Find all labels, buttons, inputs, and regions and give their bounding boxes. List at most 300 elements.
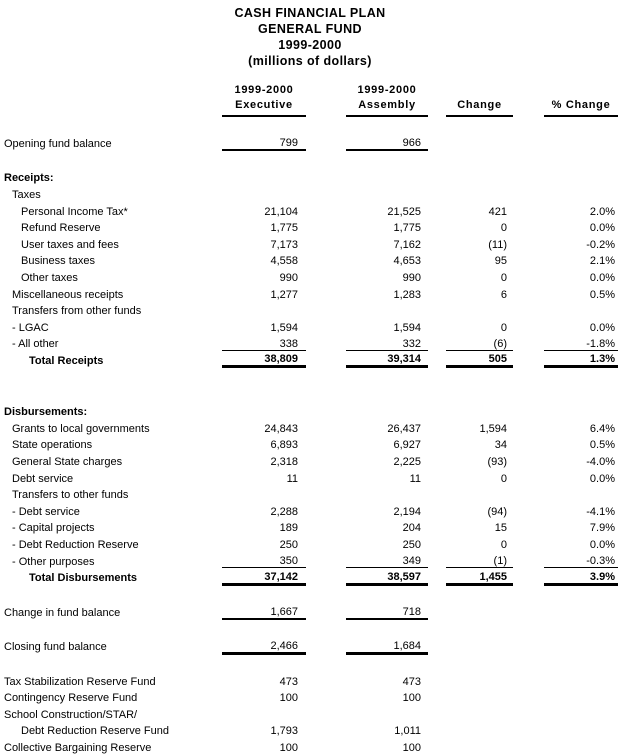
row-label: Disbursements: bbox=[4, 406, 88, 419]
cell-pct-change bbox=[544, 688, 618, 705]
column-gap bbox=[513, 518, 544, 535]
column-gap bbox=[513, 636, 544, 653]
column-gap bbox=[513, 284, 544, 301]
table-row bbox=[2, 435, 618, 452]
cell-change bbox=[446, 602, 513, 619]
spacer-row bbox=[2, 619, 618, 637]
column-gap bbox=[513, 402, 544, 419]
cell-assembly: 100 bbox=[402, 742, 421, 755]
column-header-executive bbox=[222, 83, 306, 116]
row-label: Total Disbursements bbox=[29, 572, 137, 585]
cell-executive: 37,142 bbox=[222, 568, 306, 585]
cell-change: 0 bbox=[500, 321, 507, 334]
cell-pct-change: -4.1% bbox=[586, 505, 615, 518]
table-row bbox=[2, 551, 618, 568]
row-label: Refund Reserve bbox=[21, 222, 101, 235]
column-gap bbox=[306, 317, 346, 334]
column-gap bbox=[306, 501, 346, 518]
row-label: Opening fund balance bbox=[4, 138, 112, 151]
column-gap bbox=[306, 234, 346, 251]
cell-pct-change bbox=[544, 704, 618, 721]
table-row bbox=[2, 688, 618, 705]
column-gap bbox=[513, 234, 544, 251]
table-row bbox=[2, 737, 618, 754]
column-gap bbox=[513, 435, 544, 452]
column-gap bbox=[428, 350, 446, 367]
spacer-row bbox=[2, 150, 618, 168]
column-gap bbox=[306, 83, 346, 116]
cell-pct-change: 3.9% bbox=[544, 568, 618, 585]
row-label: Personal Income Tax* bbox=[21, 205, 128, 218]
row-label: Grants to local governments bbox=[12, 422, 150, 435]
cell-assembly: 6,927 bbox=[393, 439, 421, 452]
column-gap bbox=[513, 83, 544, 116]
cell-assembly bbox=[346, 402, 428, 419]
cell-executive: 6,893 bbox=[270, 439, 298, 452]
cell-change bbox=[446, 721, 513, 738]
cell-change bbox=[446, 402, 513, 419]
row-label: Debt Reduction Reserve Fund bbox=[21, 725, 169, 738]
cell-assembly bbox=[346, 485, 428, 502]
table-row bbox=[2, 721, 618, 738]
row-label: Tax Stabilization Reserve Fund bbox=[4, 675, 156, 688]
column-gap bbox=[513, 451, 544, 468]
row-label: Closing fund balance bbox=[4, 641, 107, 653]
title-line-2: GENERAL FUND bbox=[258, 22, 362, 36]
cell-pct-change bbox=[544, 721, 618, 738]
cell-assembly: 473 bbox=[402, 675, 421, 688]
column-gap bbox=[513, 301, 544, 318]
column-header-pct-change-label: % Change bbox=[551, 99, 611, 111]
cell-change bbox=[446, 301, 513, 318]
column-header-row bbox=[2, 83, 618, 116]
cell-pct-change bbox=[544, 134, 618, 151]
column-gap bbox=[513, 721, 544, 738]
cell-assembly: 1,011 bbox=[394, 725, 421, 738]
cell-assembly: 100 bbox=[402, 692, 421, 705]
cell-assembly: 332 bbox=[346, 334, 428, 351]
column-gap bbox=[306, 168, 346, 185]
cell-assembly: 204 bbox=[402, 522, 421, 535]
cell-change bbox=[446, 134, 513, 151]
cell-change: 0 bbox=[500, 538, 507, 551]
cell-executive: 38,809 bbox=[222, 350, 306, 367]
cell-executive: 21,104 bbox=[264, 205, 298, 218]
column-gap bbox=[306, 201, 346, 218]
column-gap bbox=[428, 737, 446, 754]
column-gap bbox=[428, 184, 446, 201]
row-label: - LGAC bbox=[12, 321, 49, 334]
cell-executive bbox=[222, 704, 306, 721]
row-label: - Debt service bbox=[12, 505, 80, 518]
cell-executive: 189 bbox=[279, 522, 298, 535]
column-header-labels bbox=[2, 83, 222, 116]
cell-executive: 11 bbox=[286, 472, 298, 485]
cell-assembly: 2,225 bbox=[393, 455, 421, 468]
column-header-change bbox=[446, 83, 513, 116]
column-gap bbox=[428, 267, 446, 284]
table-row bbox=[2, 168, 618, 185]
cell-executive: 7,173 bbox=[270, 238, 298, 251]
row-label: - All other bbox=[12, 338, 59, 351]
cell-change: (1) bbox=[446, 551, 513, 568]
column-gap bbox=[306, 267, 346, 284]
cell-pct-change bbox=[544, 485, 618, 502]
cell-assembly: 990 bbox=[402, 271, 421, 284]
row-label: Other taxes bbox=[21, 271, 78, 284]
cell-assembly: 718 bbox=[346, 602, 428, 619]
cell-pct-change bbox=[544, 301, 618, 318]
table-row bbox=[2, 267, 618, 284]
column-gap bbox=[306, 551, 346, 568]
column-header-assembly-label: Assembly bbox=[358, 99, 416, 111]
cell-executive: 1,793 bbox=[270, 725, 298, 738]
cell-executive: 1,594 bbox=[270, 321, 298, 334]
cell-change bbox=[446, 485, 513, 502]
table-row bbox=[2, 184, 618, 201]
cell-pct-change: -4.0% bbox=[586, 455, 615, 468]
cell-change: 1,455 bbox=[446, 568, 513, 585]
column-gap bbox=[428, 284, 446, 301]
cell-change: 0 bbox=[500, 271, 507, 284]
table-row bbox=[2, 350, 618, 367]
column-gap bbox=[513, 568, 544, 585]
row-label: Total Receipts bbox=[29, 354, 104, 367]
column-gap bbox=[428, 402, 446, 419]
cell-pct-change bbox=[544, 737, 618, 754]
column-gap bbox=[306, 334, 346, 351]
cell-assembly: 966 bbox=[346, 134, 428, 151]
column-gap bbox=[513, 317, 544, 334]
cell-change bbox=[446, 168, 513, 185]
column-gap bbox=[306, 534, 346, 551]
row-label: - Other purposes bbox=[12, 555, 95, 568]
cell-change: 505 bbox=[446, 350, 513, 367]
row-label: Collective Bargaining Reserve bbox=[4, 742, 152, 755]
row-label: General State charges bbox=[12, 455, 123, 468]
table-row bbox=[2, 218, 618, 235]
cell-pct-change: 0.0% bbox=[589, 538, 615, 551]
cell-assembly: 2,194 bbox=[393, 505, 421, 518]
table-row bbox=[2, 418, 618, 435]
cell-assembly: 1,594 bbox=[393, 321, 421, 334]
cell-change bbox=[446, 688, 513, 705]
row-label: Transfers from other funds bbox=[12, 305, 142, 318]
cell-pct-change: 2.1% bbox=[589, 255, 615, 268]
table-row bbox=[2, 334, 618, 351]
cell-assembly bbox=[346, 168, 428, 185]
column-gap bbox=[513, 551, 544, 568]
column-gap bbox=[513, 267, 544, 284]
row-label: - Capital projects bbox=[12, 522, 95, 535]
column-gap bbox=[306, 184, 346, 201]
column-gap bbox=[513, 134, 544, 151]
table-row bbox=[2, 568, 618, 585]
column-gap bbox=[306, 737, 346, 754]
cell-change: (11) bbox=[488, 238, 507, 251]
cell-pct-change: 0.0% bbox=[589, 271, 615, 284]
cell-assembly: 21,525 bbox=[387, 205, 421, 218]
cell-assembly: 1,283 bbox=[393, 288, 421, 301]
cell-change: 0 bbox=[500, 222, 507, 235]
column-gap bbox=[306, 518, 346, 535]
table-row bbox=[2, 284, 618, 301]
cell-executive bbox=[222, 301, 306, 318]
financial-plan-table bbox=[2, 83, 618, 754]
cell-executive bbox=[222, 184, 306, 201]
column-gap bbox=[428, 704, 446, 721]
spacer-row bbox=[2, 584, 618, 602]
cell-executive bbox=[222, 485, 306, 502]
column-gap bbox=[428, 218, 446, 235]
cell-pct-change bbox=[544, 636, 618, 653]
cell-pct-change: -1.8% bbox=[544, 334, 618, 351]
cell-executive: 100 bbox=[279, 742, 298, 755]
table-row bbox=[2, 251, 618, 268]
cell-executive: 24,843 bbox=[264, 422, 298, 435]
column-header-executive-year: 1999-2000 bbox=[234, 84, 294, 96]
table-row bbox=[2, 134, 618, 151]
row-label: Miscellaneous receipts bbox=[12, 288, 124, 301]
table-row bbox=[2, 501, 618, 518]
cell-executive: 473 bbox=[279, 675, 298, 688]
column-gap bbox=[306, 402, 346, 419]
row-label: School Construction/STAR/ bbox=[4, 708, 138, 721]
cell-change: 95 bbox=[494, 255, 507, 268]
table-row bbox=[2, 234, 618, 251]
cell-pct-change: 0.0% bbox=[589, 472, 615, 485]
column-gap bbox=[428, 317, 446, 334]
table-row bbox=[2, 317, 618, 334]
column-gap bbox=[428, 134, 446, 151]
cell-executive: 2,318 bbox=[270, 455, 298, 468]
column-gap bbox=[306, 301, 346, 318]
column-gap bbox=[306, 134, 346, 151]
table-row bbox=[2, 402, 618, 419]
column-gap bbox=[513, 534, 544, 551]
column-gap bbox=[306, 568, 346, 585]
column-gap bbox=[306, 350, 346, 367]
column-gap bbox=[306, 284, 346, 301]
column-gap bbox=[428, 501, 446, 518]
cell-pct-change: -0.2% bbox=[586, 238, 615, 251]
column-gap bbox=[306, 451, 346, 468]
column-gap bbox=[428, 168, 446, 185]
column-gap bbox=[513, 418, 544, 435]
cell-pct-change bbox=[544, 402, 618, 419]
cell-change: (94) bbox=[487, 505, 507, 518]
column-header-assembly bbox=[346, 83, 428, 116]
cell-change: (93) bbox=[487, 455, 507, 468]
column-header-change-label: Change bbox=[457, 99, 502, 111]
table-row bbox=[2, 704, 618, 721]
row-label: State operations bbox=[12, 439, 93, 452]
column-gap bbox=[428, 485, 446, 502]
cell-change bbox=[446, 184, 513, 201]
column-gap bbox=[306, 468, 346, 485]
column-gap bbox=[306, 636, 346, 653]
column-gap bbox=[428, 468, 446, 485]
cell-change: 6 bbox=[500, 288, 507, 301]
column-gap bbox=[428, 636, 446, 653]
table-row bbox=[2, 636, 618, 653]
column-gap bbox=[428, 602, 446, 619]
cell-assembly: 349 bbox=[346, 551, 428, 568]
cell-change: 1,594 bbox=[479, 422, 507, 435]
cell-assembly: 250 bbox=[402, 538, 421, 551]
column-gap bbox=[428, 518, 446, 535]
cell-executive: 250 bbox=[279, 538, 298, 551]
row-label: Transfers to other funds bbox=[12, 489, 129, 502]
plan-table-body bbox=[2, 116, 618, 754]
column-gap bbox=[428, 568, 446, 585]
cell-assembly: 39,314 bbox=[346, 350, 428, 367]
spacer-row bbox=[2, 385, 618, 402]
cell-executive: 2,288 bbox=[270, 505, 298, 518]
cell-assembly: 11 bbox=[409, 472, 421, 485]
cell-pct-change: 1.3% bbox=[544, 350, 618, 367]
column-gap bbox=[513, 218, 544, 235]
cell-executive bbox=[222, 168, 306, 185]
column-gap bbox=[428, 551, 446, 568]
cell-pct-change bbox=[544, 671, 618, 688]
row-label: Taxes bbox=[12, 188, 41, 201]
column-gap bbox=[306, 721, 346, 738]
table-row bbox=[2, 602, 618, 619]
cell-pct-change: 7.9% bbox=[589, 522, 615, 535]
table-row bbox=[2, 468, 618, 485]
column-gap bbox=[428, 234, 446, 251]
table-row bbox=[2, 451, 618, 468]
cell-executive: 799 bbox=[222, 134, 306, 151]
row-label: Receipts: bbox=[4, 172, 54, 185]
table-row bbox=[2, 201, 618, 218]
cell-assembly: 1,775 bbox=[393, 222, 421, 235]
cell-assembly bbox=[346, 301, 428, 318]
column-gap bbox=[428, 451, 446, 468]
cell-change: 421 bbox=[488, 205, 507, 218]
column-header-executive-label: Executive bbox=[235, 99, 293, 111]
cell-executive bbox=[222, 402, 306, 419]
column-gap bbox=[513, 671, 544, 688]
column-gap bbox=[306, 251, 346, 268]
cell-change: (6) bbox=[446, 334, 513, 351]
cell-pct-change: 0.5% bbox=[589, 288, 615, 301]
column-gap bbox=[306, 418, 346, 435]
column-gap bbox=[513, 501, 544, 518]
cell-executive: 2,466 bbox=[222, 636, 306, 653]
cell-assembly: 7,162 bbox=[393, 238, 421, 251]
cell-pct-change: 0.0% bbox=[589, 222, 615, 235]
column-gap bbox=[513, 688, 544, 705]
row-label: Business taxes bbox=[21, 255, 95, 268]
cell-assembly bbox=[346, 704, 428, 721]
title-line-1: CASH FINANCIAL PLAN bbox=[234, 6, 386, 20]
cell-pct-change: 0.5% bbox=[589, 439, 615, 452]
cell-assembly: 1,684 bbox=[346, 636, 428, 653]
cell-change bbox=[446, 671, 513, 688]
column-gap bbox=[306, 688, 346, 705]
cell-pct-change: 6.4% bbox=[589, 422, 615, 435]
document-title bbox=[0, 0, 620, 69]
column-gap bbox=[428, 251, 446, 268]
column-gap bbox=[306, 435, 346, 452]
cell-pct-change: -0.3% bbox=[544, 551, 618, 568]
column-gap bbox=[428, 671, 446, 688]
cell-pct-change bbox=[544, 184, 618, 201]
cell-executive: 1,277 bbox=[270, 288, 298, 301]
column-gap bbox=[428, 334, 446, 351]
cell-executive: 350 bbox=[222, 551, 306, 568]
column-gap bbox=[306, 602, 346, 619]
cell-executive: 1,667 bbox=[222, 602, 306, 619]
table-row bbox=[2, 301, 618, 318]
column-gap bbox=[306, 704, 346, 721]
table-row bbox=[2, 671, 618, 688]
column-gap bbox=[513, 485, 544, 502]
cell-change: 0 bbox=[500, 472, 507, 485]
column-gap bbox=[513, 334, 544, 351]
title-line-3: 1999-2000 bbox=[278, 38, 342, 52]
row-label: - Debt Reduction Reserve bbox=[12, 538, 139, 551]
column-gap bbox=[513, 602, 544, 619]
column-gap bbox=[513, 704, 544, 721]
spacer-row bbox=[2, 367, 618, 385]
column-gap bbox=[428, 688, 446, 705]
cell-change bbox=[446, 737, 513, 754]
row-label: Debt service bbox=[12, 472, 74, 485]
cell-change: 15 bbox=[494, 522, 507, 535]
cell-change bbox=[446, 704, 513, 721]
cell-change: 34 bbox=[494, 439, 507, 452]
table-row bbox=[2, 485, 618, 502]
column-gap bbox=[306, 485, 346, 502]
table-row bbox=[2, 518, 618, 535]
column-gap bbox=[306, 218, 346, 235]
cell-assembly: 26,437 bbox=[387, 422, 421, 435]
column-gap bbox=[513, 350, 544, 367]
spacer-row bbox=[2, 653, 618, 671]
table-row bbox=[2, 534, 618, 551]
row-label: User taxes and fees bbox=[21, 238, 119, 251]
column-gap bbox=[428, 201, 446, 218]
row-label: Change in fund balance bbox=[4, 606, 121, 619]
cell-change bbox=[446, 636, 513, 653]
column-gap bbox=[513, 184, 544, 201]
cell-assembly bbox=[346, 184, 428, 201]
column-gap bbox=[306, 671, 346, 688]
column-gap bbox=[428, 83, 446, 116]
cell-pct-change bbox=[544, 168, 618, 185]
row-label: Contingency Reserve Fund bbox=[4, 692, 138, 705]
column-header-assembly-year: 1999-2000 bbox=[357, 84, 417, 96]
column-gap bbox=[513, 168, 544, 185]
column-gap bbox=[513, 201, 544, 218]
cell-pct-change: 0.0% bbox=[589, 321, 615, 334]
cell-executive: 4,558 bbox=[270, 255, 298, 268]
column-gap bbox=[428, 418, 446, 435]
title-line-4: (millions of dollars) bbox=[248, 54, 372, 68]
column-gap bbox=[513, 468, 544, 485]
column-gap bbox=[428, 435, 446, 452]
spacer-row bbox=[2, 116, 618, 134]
cell-executive: 990 bbox=[279, 271, 298, 284]
column-header-pct-change bbox=[544, 83, 618, 116]
column-gap bbox=[428, 534, 446, 551]
cell-executive: 1,775 bbox=[270, 222, 298, 235]
column-gap bbox=[513, 251, 544, 268]
column-gap bbox=[513, 737, 544, 754]
